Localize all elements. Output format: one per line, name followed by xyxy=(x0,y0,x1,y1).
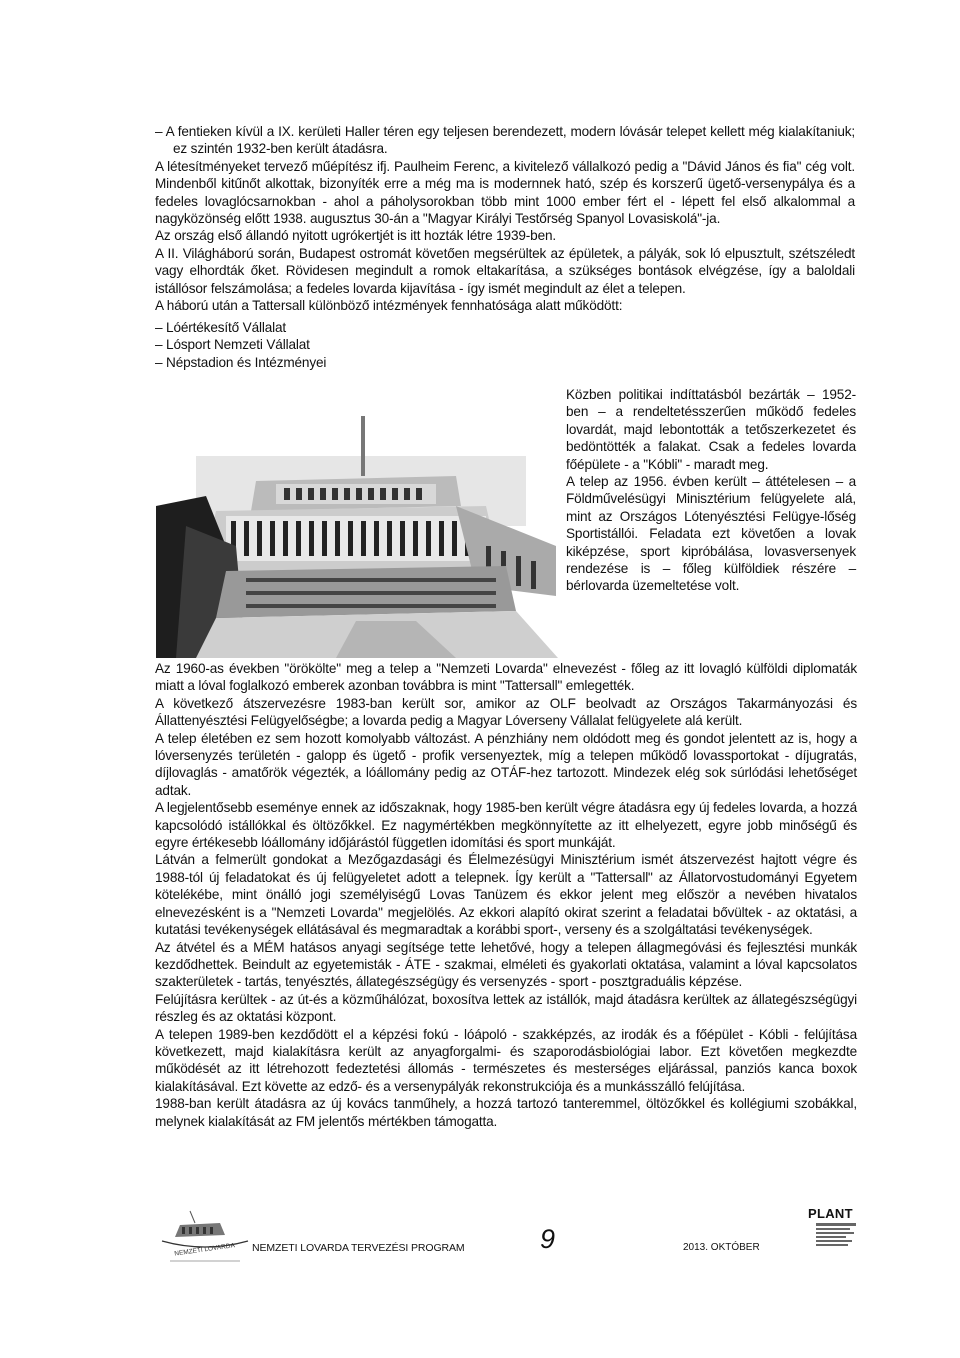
right-paragraph: A telep az 1956. évben került – áttételesen – a Földművelésügyi Minisztérium felügyelete alá, mint az Országos Lótenyésztési Felügye-lőség Sportistállói. Feladata ezt követően a lovak kiképzése, sport kipróbálása, lovasversenyek rendezése is – főleg külföldiek részére – bérlovarda üzemeltetése volt. xyxy=(566,474,856,594)
intro-paragraph: A háború után a Tattersall különböző intézmények fennhatósága alatt működött: xyxy=(155,298,623,314)
body-paragraph: Az 1960-as években "örökölte" meg a telep a "Nemzeti Lovarda" elnevezést - főleg az itt lovagló külföldi diplomaták miatt a lóval foglalkozó emberek azonban továbbra is mint "Tattersall" emlegették. xyxy=(155,661,857,694)
body-paragraph: A telepen 1989-ben kezdődött el a képzési fokú - lóápoló - szakképzés, az irodák és a főépület - Kóbli - felújítása következett, majd kialakításra került az anyagforgalmi- és szaporodásbiológiai labor. Ezt követően megkezdte működését az itt létrehozott fedeztetési állomás - természetes és mesterséges eljárással, panziós kanca boxok kialakításával. Ezt követte az edző- és a versenypályák rekonstrukciója és a munkásszálló felújítása. xyxy=(155,1026,857,1094)
body-paragraph: Felújításra kerültek - az út-és a közműhálózat, boxosítva lettek az istállók, majd átadásra kerültek az állategészségügyi részleg és az oktatási központ. xyxy=(155,991,857,1025)
list-item: – Lósport Nemzeti Vállalat xyxy=(155,337,310,353)
intro-paragraph: A létesítményeket tervező műépítész ifj. Paulheim Ferenc, a kivitelező vállalkozó pedig a "Dávid János és fia" cég volt. Mindenből kitűnőt alkottak, bizonyíték erre a még ma is modernnek ható, szép és korszerű ügető-versenypálya és a fedeles lovaglócsarnokban - ahol a páholysorokban több mint 1000 ember fért el - lépett fel első alkalommal a nagyközönség előtt 1938. augusztus 30-án a "Magyar Királyi Testőrség Spanyol Lovasiskolá"-ja. xyxy=(155,158,855,227)
svg-text:NEMZETI LOVARDA: NEMZETI LOVARDA xyxy=(173,1242,236,1258)
page-number: 9 xyxy=(540,1224,556,1254)
body-paragraph: Látván a felmerült gondokat a Mezőgazdasági és Élelmezésügyi Minisztérium ismét átszervezést hajtott végre és 1988-tól új feladatokat és új felügyeletet adott a telepnek. Így került a "Tattersall" az Állatorvostudományi Egyetem kötelékébe, mint önálló jogi személyiségű Lovas Tanüzem és ekkor jelent meg először a nevében hivatalos elnevezésként is a "Nemzeti Lovarda" megjelölés. Az ekkori alapító okirat szerint a feladatai bővültek - az oktatási, a kutatási tevékenységek ellátásával és megmaradtak a korábbi sport-, verseny és a szolgáltatási tevékenységek. xyxy=(155,852,857,938)
bottom-section xyxy=(155,660,857,1130)
body-paragraph: 1988-ban került átadásra az új kovács tanműhely, a hozzá tartozó tanteremmel, öltözőkkel és kollégiumi szobákkal, melynek kialakítását az FM jelentős mértékben támogatta. xyxy=(155,1096,857,1129)
body-paragraph: A következő átszervezésre 1983-ban került sor, amikor az OLF beolvadt az Országos Takarmányozási és Állattenyésztési Felügyelőségbe; a lovarda pedig a Magyar Lóverseny Vállalat felügyelete alá került. xyxy=(155,695,857,729)
footer-title: NEMZETI LOVARDA TERVEZÉSI PROGRAM xyxy=(252,1242,465,1254)
nemzeti-lovarda-logo-icon xyxy=(160,1205,250,1267)
list-item: – Lóértékesítő Vállalat xyxy=(155,320,287,335)
footer-date: 2013. OKTÓBER xyxy=(683,1242,760,1253)
list-item: – Népstadion és Intézményei xyxy=(155,354,327,370)
right-paragraph: Közben politikai indíttatásból bezárták – 1952-ben – a rendeltetésszerűen működő fedeles lovardát, majd lebontották a tetőszerkezetet és bedöntötték a falakat. Csak a fedeles lovarda főépülete - a "Kóbli" - maradt meg. xyxy=(566,387,856,472)
right-column xyxy=(566,386,856,595)
intro-section xyxy=(155,123,855,314)
body-paragraph: A legjelentősebb eseménye ennek az időszaknak, hogy 1985-ben került végre átadásra egy új fedeles lovarda, a hozzá kapcsolódó istállókkal és öltözőkkel. Ez nagymértékben megkönnyítette az itt elhelyezett, egyre jobb minőségű és egyre értékesebb lóállomány időjárástól független idomítási és sport munkáját. xyxy=(155,800,857,851)
plant-logo-icon xyxy=(808,1206,864,1262)
body-paragraph: A telep életében ez sem hozott komolyabb változást. A pénzhiány nem oldódott meg és gondot jelentett az is, hogy a lóversenyzés területén - galopp és ügető - profik versenyeztek, míg a telepen működő lovassportokat - díjugratás, díjlovaglás - amatőrök végezték, a lóállomány pedig az OTÁF-hez tartozott. Mindezek elég sok súrlódási lehetőséget adtak. xyxy=(155,730,857,798)
institution-list xyxy=(155,319,855,371)
intro-paragraph: – A fentieken kívül a IX. kerületi Haller téren egy teljesen berendezett, modern lóvásár telepet kellett még kialakítaniuk; ez szintén 1932-ben került átadásra. xyxy=(155,124,855,157)
building-photo xyxy=(156,396,558,658)
intro-paragraph: A II. Világháború során, Budapest ostromát követően megsérültek az épületek, a pályák, sok ló elpusztult, szétszéledt vagy elhordták őket. Rövidesen megindult a romok eltakarítása, a szükséges bontások elvégzése, így a baloldali istállósor felszámolása; a fedeles lovarda kijavítása - így ismét megindult az élet a telepen. xyxy=(155,245,855,296)
body-paragraph: Az átvétel és a MÉM hatásos anyagi segítsége tette lehetővé, hogy a telepen állagmegóvási és fejlesztési munkák kezdődhettek. Beindult az egyetemisták - ÁTE - szakmai, elméleti és gyakorlati oktatása, valamint a lóval kapcsolatos szakterületek - tartás, tenyésztés, állategészségügy és versenyzés - sport - posztgraduális képzése. xyxy=(155,939,857,990)
intro-paragraph: Az ország első állandó nyitott ugrókertjét is itt hozták létre 1939-ben. xyxy=(155,228,557,244)
plant-logo-title: PLANT xyxy=(808,1206,853,1221)
